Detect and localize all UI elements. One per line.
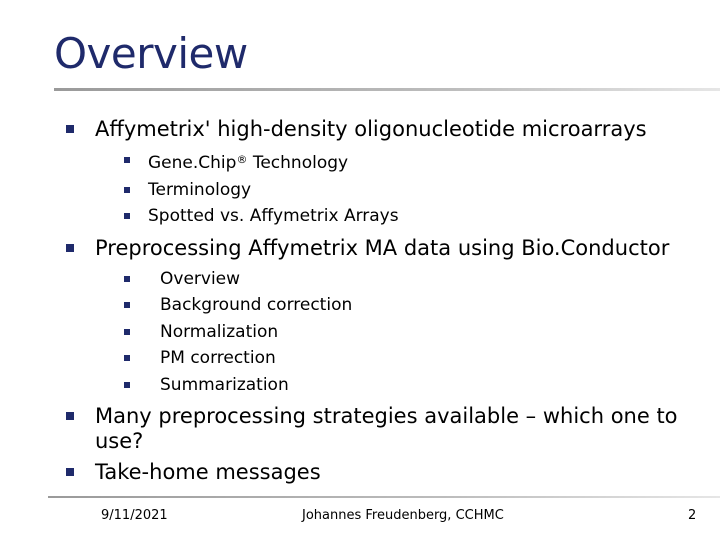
sub-bullet-normalization	[124, 319, 696, 346]
sub-bullet-overview	[124, 266, 696, 293]
footer-date: 9/11/2021	[101, 508, 168, 523]
bullet-preprocessing	[66, 236, 696, 261]
page-number: 2	[688, 508, 697, 523]
bullet-text: Preprocessing Affymetrix MA data using Bio.Conductor	[95, 235, 670, 260]
sub-bullet-text: Spotted vs. Affymetrix Arrays	[148, 206, 399, 226]
square-bullet-icon	[124, 355, 130, 361]
square-bullet-icon	[124, 329, 130, 335]
sub-bullet-list	[124, 266, 696, 399]
sub-bullet-genechip	[124, 147, 696, 177]
square-bullet-icon	[124, 187, 130, 193]
title-divider	[54, 88, 720, 91]
square-bullet-icon	[124, 276, 130, 282]
sub-bullet-text: Summarization	[160, 374, 289, 395]
bullet-affymetrix-arrays	[66, 117, 696, 142]
square-bullet-icon	[66, 125, 74, 133]
footer-author: Johannes Freudenberg, CCHMC	[302, 508, 504, 523]
square-bullet-icon	[66, 244, 74, 252]
sub-bullet-text: PM correction	[160, 348, 276, 368]
square-bullet-icon	[124, 302, 130, 308]
sub-bullet-spotted-vs-affymetrix	[124, 203, 696, 230]
sub-bullet-text-suffix: Technology	[247, 153, 349, 173]
footer-divider	[48, 496, 720, 498]
sub-bullet-text: Terminology	[148, 179, 252, 200]
sub-bullet-text: Background correction	[160, 295, 353, 315]
sub-bullet-text: Overview	[160, 268, 241, 289]
sub-bullet-summarization	[124, 372, 696, 399]
square-bullet-icon	[124, 157, 130, 163]
sub-bullet-list	[124, 147, 696, 230]
bullet-text: Take-home messages	[95, 460, 321, 484]
bullet-strategies	[66, 404, 696, 454]
sub-bullet-background-correction	[124, 292, 696, 319]
registered-mark: ®	[236, 153, 248, 166]
bullet-text: Many preprocessing strategies available – which one to use?	[95, 404, 678, 453]
sub-bullet-pm-correction	[124, 345, 696, 372]
bullet-take-home	[66, 460, 696, 485]
slide-content	[66, 117, 696, 485]
sub-bullet-text: Normalization	[160, 321, 279, 342]
square-bullet-icon	[66, 468, 74, 476]
slide-title: Overview	[54, 29, 248, 78]
square-bullet-icon	[66, 412, 74, 420]
sub-bullet-text: Gene.Chip	[148, 153, 237, 173]
bullet-text: Affymetrix' high-density oligonucleotide microarrays	[95, 117, 647, 141]
sub-bullet-terminology	[124, 177, 696, 204]
square-bullet-icon	[124, 382, 130, 388]
square-bullet-icon	[124, 213, 130, 219]
